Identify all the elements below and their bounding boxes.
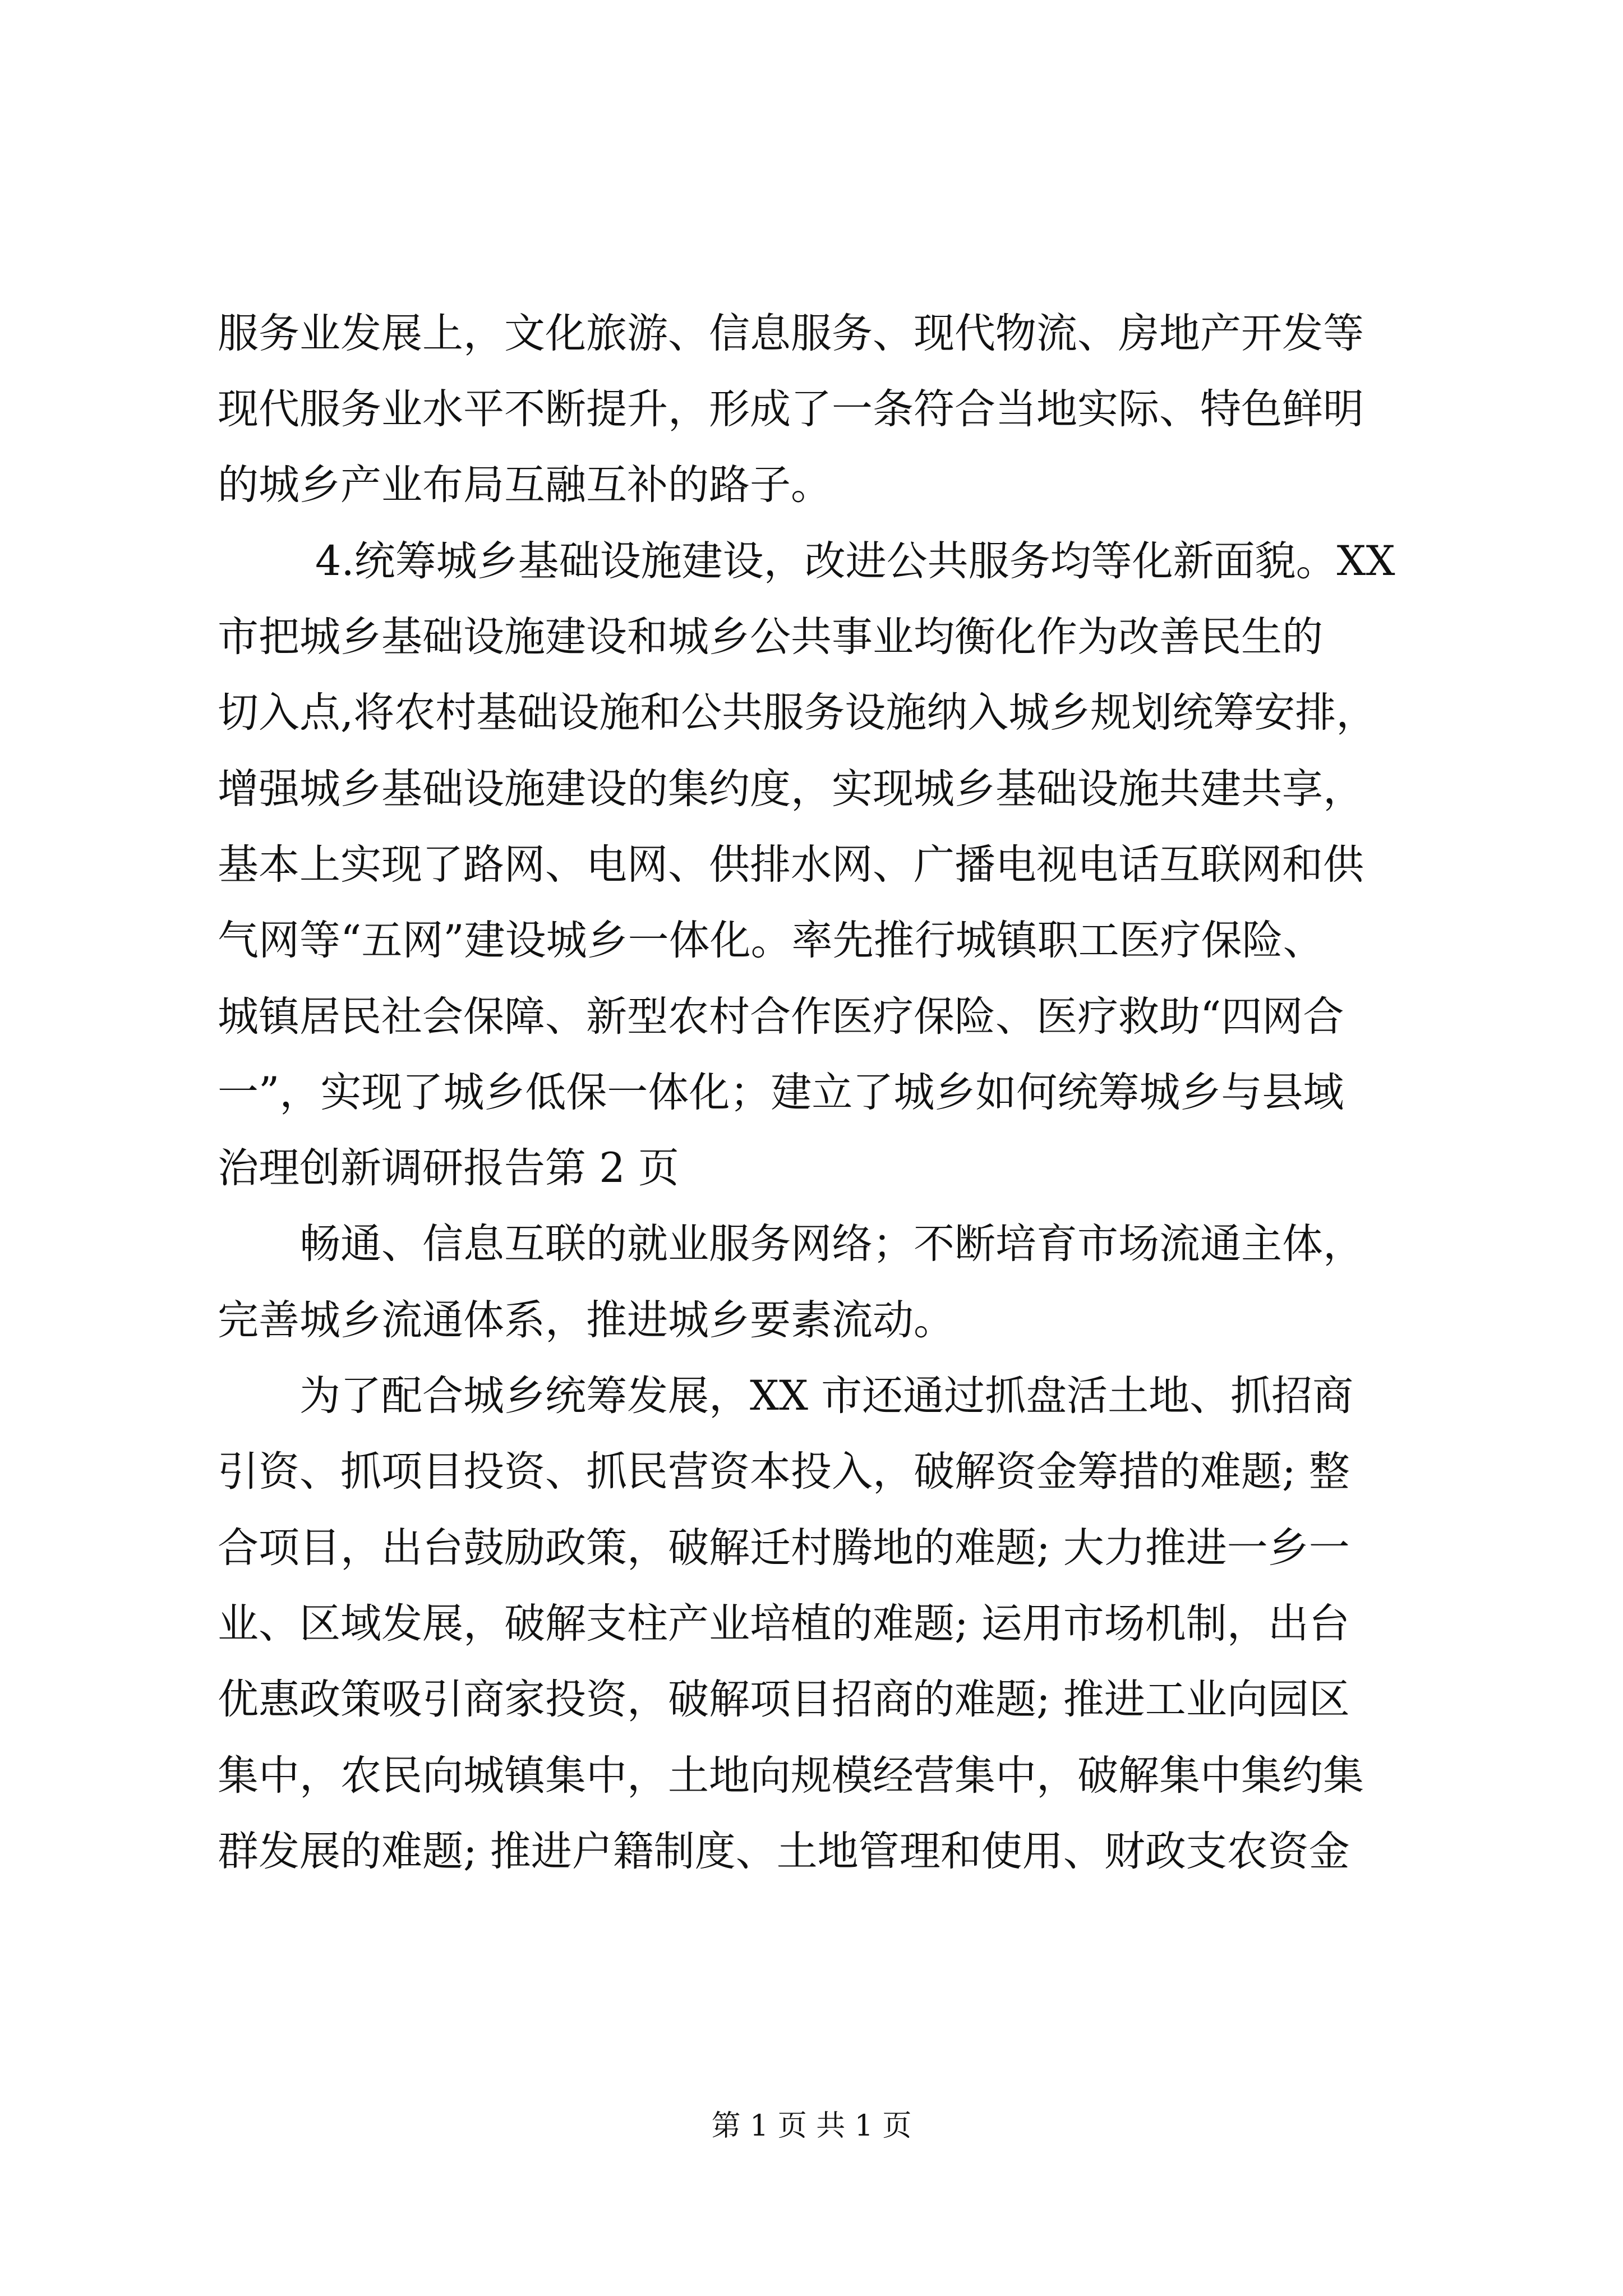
text-line: 服务业发展上，文化旅游、信息服务、现代物流、房地产开发等 (218, 310, 1364, 357)
text-line: 群发展的难题; 推进户籍制度、土地管理和使用、财政支农资金 (218, 1828, 1350, 1875)
text-line: 市把城乡基础设施建设和城乡公共事业均衡化作为改善民生的 (218, 613, 1323, 661)
text-line: 引资、抓项目投资、抓民营资本投入，破解资金筹措的难题; 整 (218, 1448, 1350, 1496)
text-line: 治理创新调研报告第 2 页 (218, 1144, 679, 1192)
paragraph-first-line: 为了配合城乡统筹发展，XX 市还通过抓盘活土地、抓招商 (299, 1372, 1354, 1420)
text-line: 优惠政策吸引商家投资，破解项目招商的难题; 推进工业向园区 (218, 1676, 1350, 1723)
text-line: 一”，实现了城乡低保一体化；建立了城乡如何统筹城乡与县域 (218, 1069, 1344, 1116)
text-line: 业、区域发展，破解支柱产业培植的难题; 运用市场机制，出台 (218, 1600, 1350, 1648)
text-line: 城镇居民社会保障、新型农村合作医疗保险、医疗救助“四网合 (218, 993, 1344, 1041)
text-line: 完善城乡流通体系，推进城乡要素流动。 (218, 1296, 955, 1344)
paragraph-first-line: 畅通、信息互联的就业服务网络；不断培育市场流通主体， (299, 1220, 1364, 1268)
text-line: 气网等“五网”建设城乡一体化。率先推行城镇职工医疗保险、 (218, 917, 1324, 964)
paragraph-heading-line: 4.统筹城乡基础设施建设，改进公共服务均等化新面貌。XX (315, 537, 1395, 585)
text-line: 现代服务业水平不断提升，形成了一条符合当地实际、特色鲜明 (218, 385, 1364, 433)
text-line: 切入点,将农村基础设施和公共服务设施纳入城乡规划统筹安排， (218, 689, 1377, 737)
text-line: 合项目，出台鼓励政策，破解迁村腾地的难题; 大力推进一乡一 (218, 1524, 1350, 1572)
text-line: 基本上实现了路网、电网、供排水网、广播电视电话互联网和供 (218, 841, 1364, 889)
text-line: 的城乡产业布局互融互补的路子。 (218, 461, 832, 509)
page-footer: 第 1 页 共 1 页 (711, 2109, 912, 2143)
text-line: 集中，农民向城镇集中，土地向规模经营集中，破解集中集约集 (218, 1752, 1364, 1800)
text-line: 增强城乡基础设施建设的集约度，实现城乡基础设施共建共享， (218, 765, 1364, 813)
